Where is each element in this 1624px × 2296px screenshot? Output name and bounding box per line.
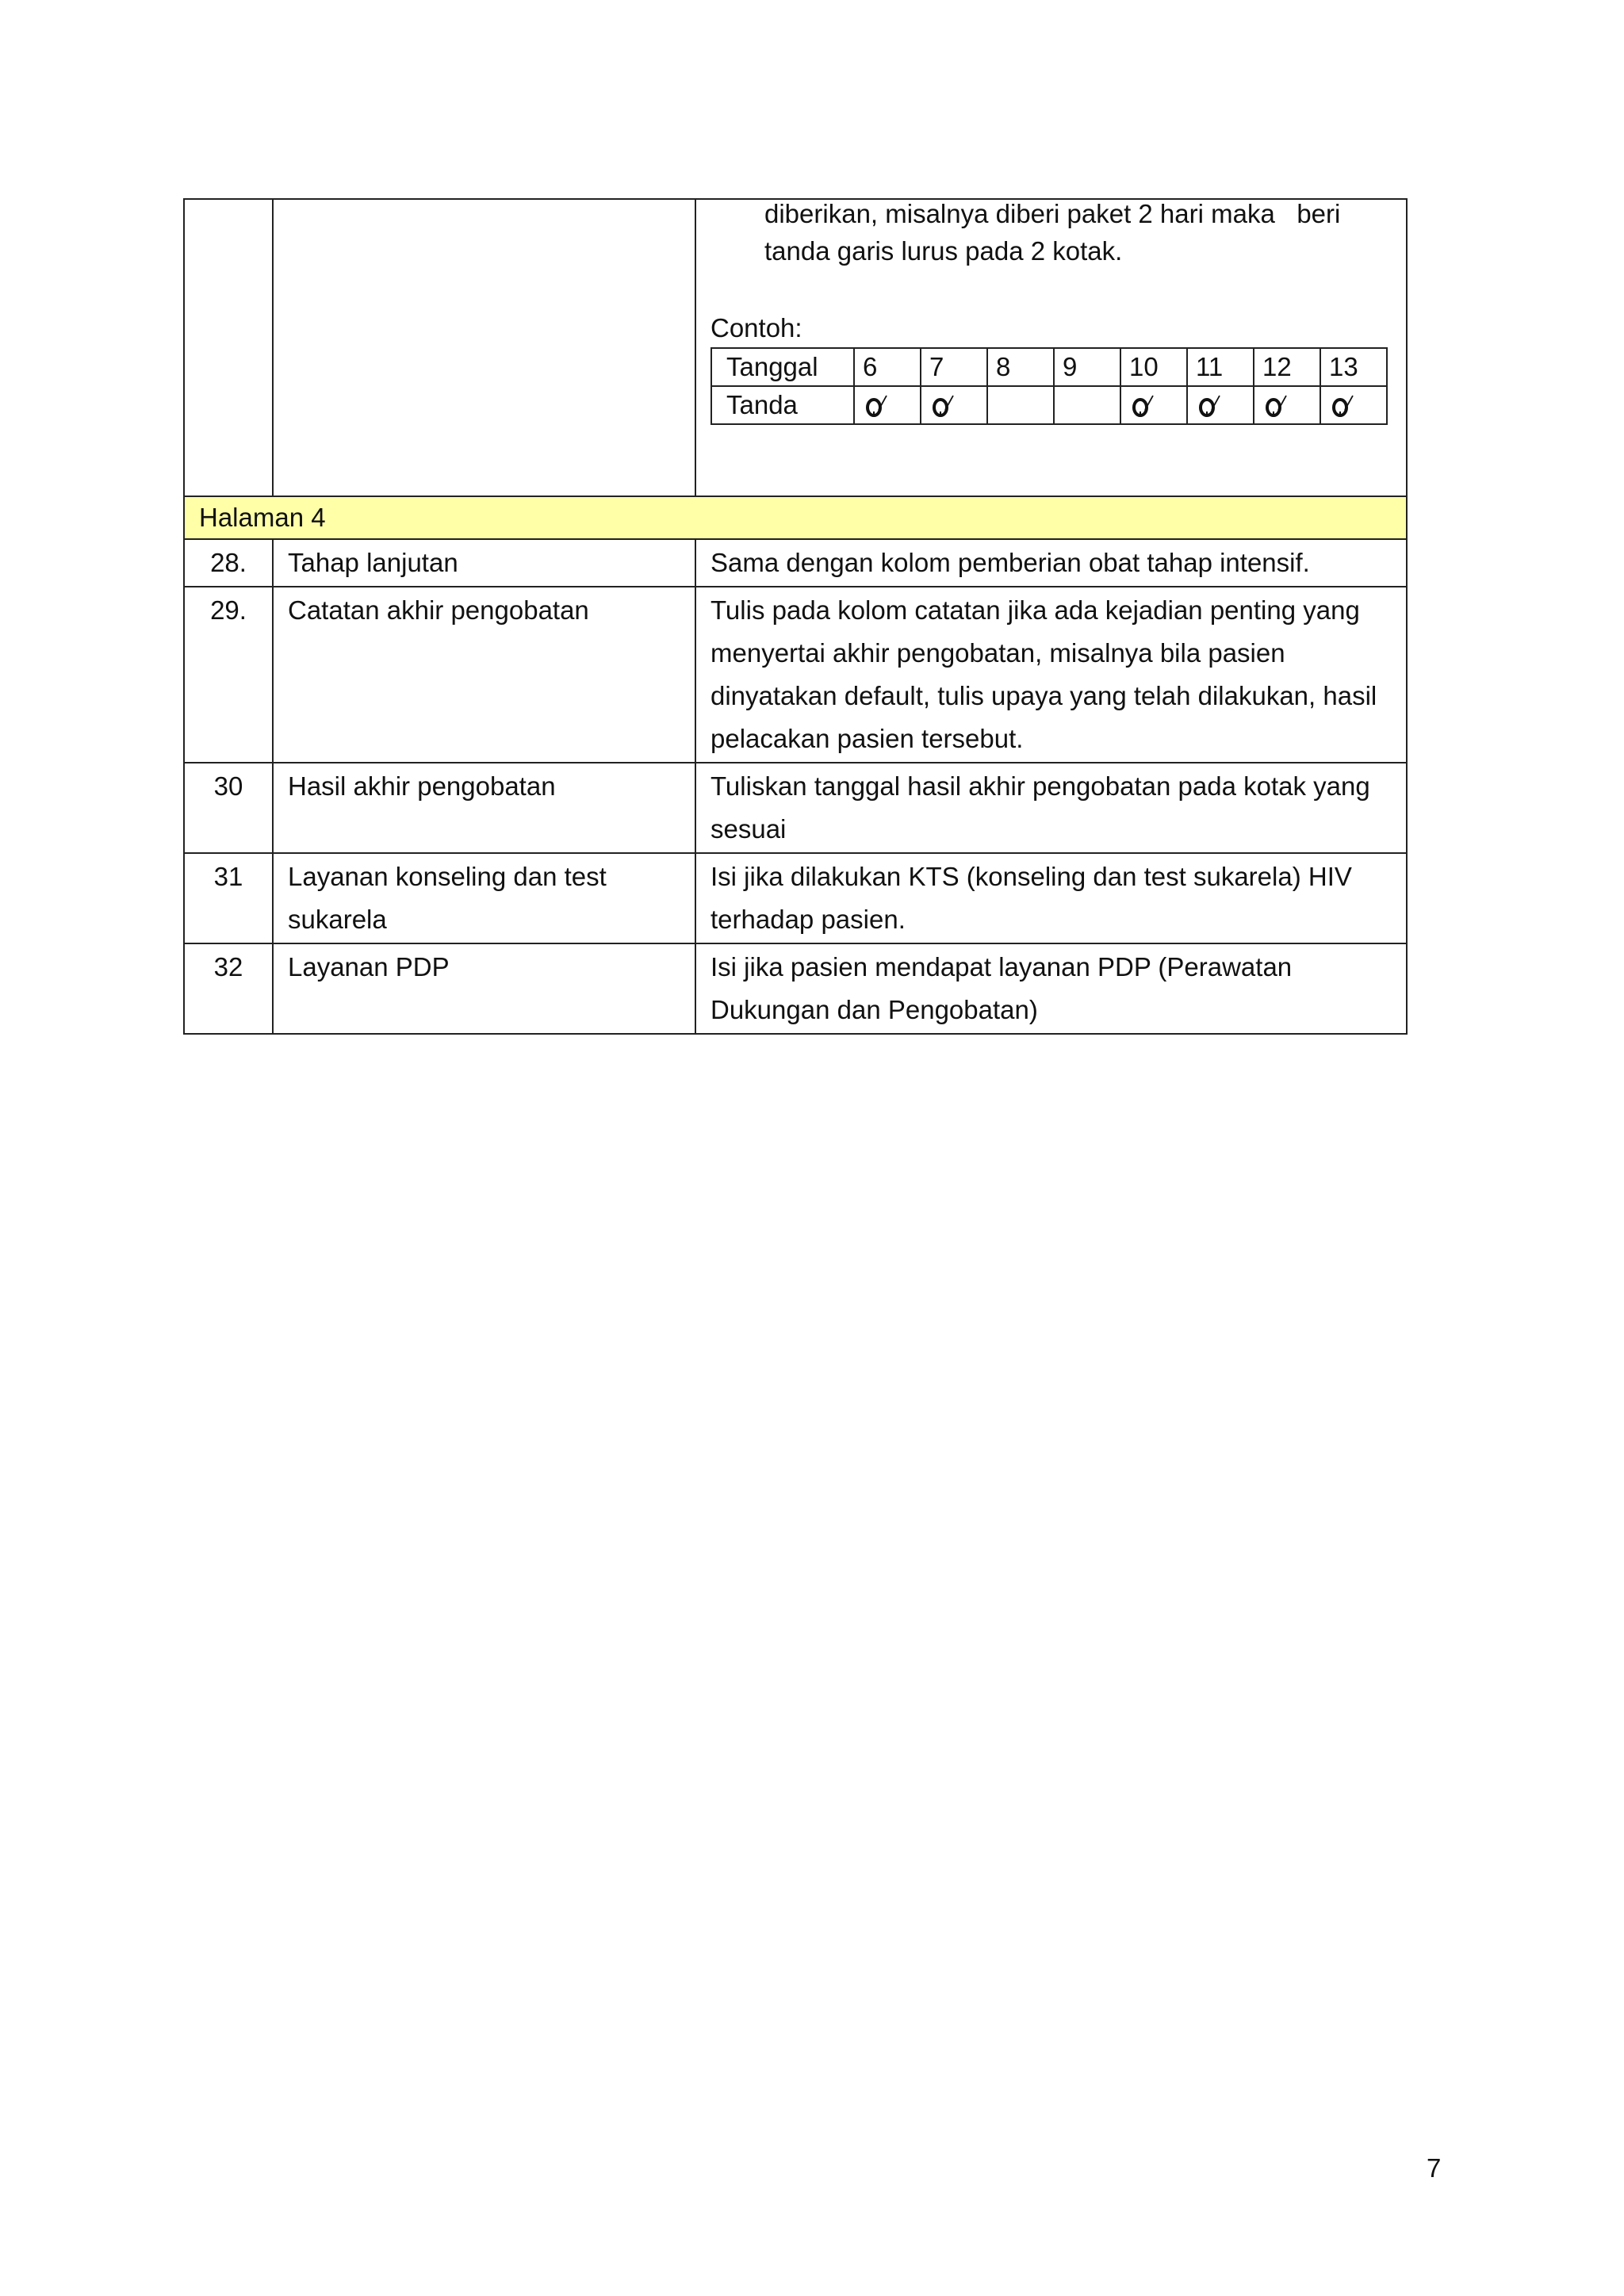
row-description: Isi jika pasien mendapat layanan PDP (Perawatan Dukungan dan Pengobatan) (695, 943, 1407, 1034)
row-item: Layanan PDP (273, 943, 695, 1034)
example-mark-label: Tanda (711, 386, 854, 424)
table-row (184, 943, 1407, 1034)
example-date-cell: 9 (1054, 348, 1120, 386)
example-date-cell: 10 (1120, 348, 1187, 386)
example-mark-cell (1187, 386, 1254, 424)
row-description: Isi jika dilakukan KTS (konseling dan test sukarela) HIV terhadap pasien. (695, 853, 1407, 943)
example-mark-row (711, 386, 1387, 424)
example-table (710, 347, 1388, 425)
example-mark-cell (987, 386, 1054, 424)
example-mark-cell (1054, 386, 1120, 424)
row-number: 28. (184, 539, 273, 587)
table-row (184, 763, 1407, 853)
example-mark-cell (921, 386, 987, 424)
example-mark-cell (1254, 386, 1320, 424)
check-mark-icon (863, 391, 894, 423)
example-date-cell: 12 (1254, 348, 1320, 386)
row-number: 30 (184, 763, 273, 853)
continued-text-line-1: diberikan, misalnya diberi paket 2 hari maka beri (764, 199, 1341, 228)
example-date-cell: 11 (1187, 348, 1254, 386)
row-item: Layanan konseling dan test sukarela (273, 853, 695, 943)
check-mark-icon (1262, 391, 1294, 423)
example-date-cell: 8 (987, 348, 1054, 386)
check-mark-icon (929, 391, 961, 423)
example-mark-cell (1320, 386, 1387, 424)
table-row (184, 853, 1407, 943)
row-description: Tulis pada kolom catatan jika ada kejadian penting yang menyertai akhir pengobatan, misalnya bila pasien dinyatakan default, tulis upaya yang telah dilakukan, hasil pelacakan pasien tersebut. (695, 587, 1407, 763)
example-label: Contoh: (710, 313, 802, 342)
example-date-cell: 13 (1320, 348, 1387, 386)
section-header-row (184, 496, 1407, 539)
check-mark-icon (1129, 391, 1161, 423)
example-date-cell: 6 (854, 348, 921, 386)
check-mark-icon (1329, 391, 1361, 423)
page-number: 7 (1427, 2153, 1442, 2183)
row-number: 32 (184, 943, 273, 1034)
example-mark-cell (1120, 386, 1187, 424)
check-mark-icon (1196, 391, 1228, 423)
row-number: 31 (184, 853, 273, 943)
continued-row (184, 199, 1407, 496)
row-item: Catatan akhir pengobatan (273, 587, 695, 763)
row-number: 29. (184, 587, 273, 763)
continued-text-line-2: tanda garis lurus pada 2 kotak. (764, 236, 1123, 266)
row-description: Sama dengan kolom pemberian obat tahap intensif. (695, 539, 1407, 587)
example-mark-cell (854, 386, 921, 424)
instruction-table (183, 198, 1408, 1035)
example-date-label: Tanggal (711, 348, 854, 386)
table-row (184, 587, 1407, 763)
table-row (184, 539, 1407, 587)
section-title: Halaman 4 (184, 496, 1407, 539)
row-description: Tuliskan tanggal hasil akhir pengobatan pada kotak yang sesuai (695, 763, 1407, 853)
example-date-row (711, 348, 1387, 386)
continued-description-cell (695, 199, 1407, 496)
example-date-cell: 7 (921, 348, 987, 386)
row-item: Hasil akhir pengobatan (273, 763, 695, 853)
row-item: Tahap lanjutan (273, 539, 695, 587)
